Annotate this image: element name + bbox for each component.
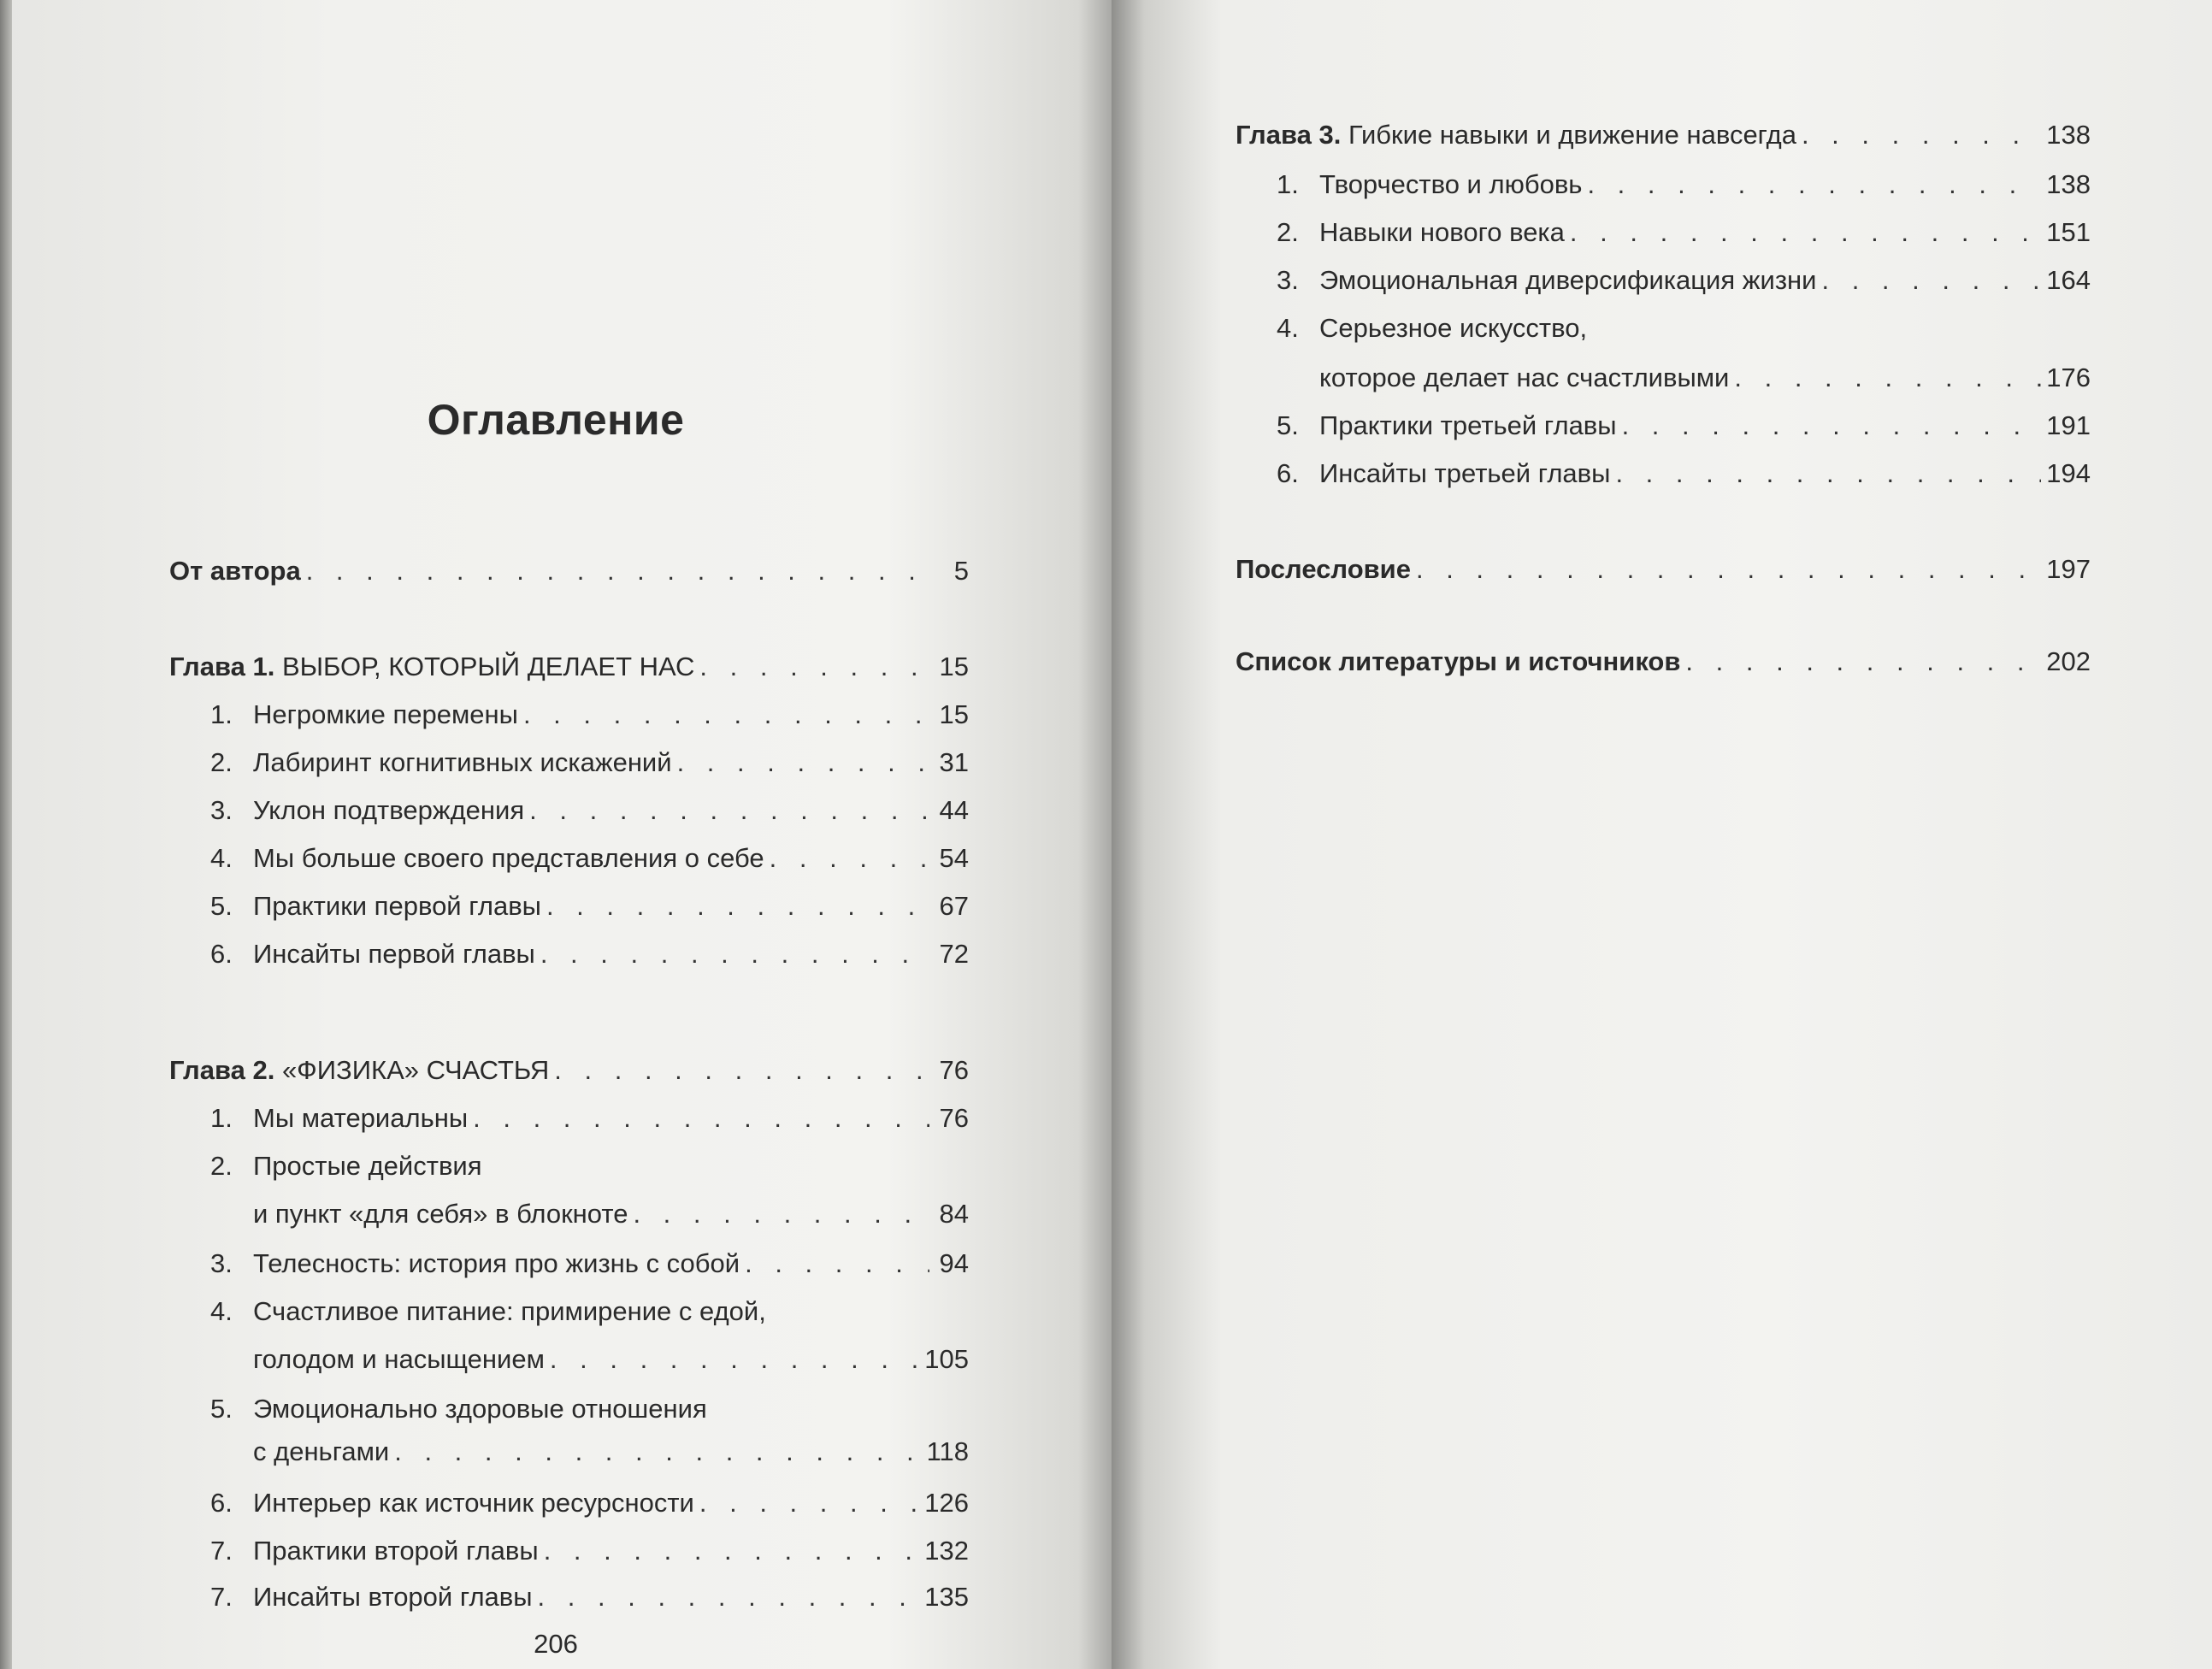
leader-dots (1570, 215, 2041, 250)
entry-label-cont: и пункт «для себя» в блокноте (253, 1199, 628, 1229)
leader-dots (699, 1486, 919, 1520)
entry-label: Интерьер как источник ресурсности (253, 1488, 694, 1518)
toc-entry-continuation (1319, 361, 2091, 395)
page-edge (0, 0, 12, 1669)
toc-entry: 1. Негромкие перемены . . . 15 (210, 698, 969, 732)
entry-label: Счастливое питание: примирение с едой, (253, 1296, 766, 1326)
leader-dots (1802, 118, 2041, 152)
toc-entry: 4. Мы больше своего представления о себе . . . 54 (210, 841, 969, 876)
toc-entry: 6. Инсайты первой главы . . . 72 (210, 937, 969, 971)
entry-label-cont: с деньгами (253, 1436, 390, 1466)
entry-label: Навыки нового века (1319, 217, 1565, 247)
entry-label: Мы материальны (253, 1103, 469, 1133)
entry-label: Послесловие (1236, 554, 1411, 584)
toc-entry: 5. Практики первой главы . . . 67 (210, 889, 969, 923)
right-page (1112, 0, 2212, 1669)
entry-page: 72 (939, 939, 969, 969)
entry-label: Негромкие перемены (253, 699, 518, 729)
chapter-title: ВЫБОР, КОТОРЫЙ ДЕЛАЕТ НАС (274, 652, 695, 681)
entry-page: 194 (2046, 458, 2091, 488)
entry-page: 126 (924, 1488, 969, 1518)
entry-label: Инсайты второй главы (253, 1582, 533, 1612)
toc-entry: 7. Практики второй главы . . . 132 (210, 1534, 969, 1568)
toc-entry: 3. Эмоциональная диверсификация жизни . . . 164 (1277, 263, 2091, 298)
entry-label: Уклон подтверждения (253, 795, 525, 825)
entry-page: 191 (2046, 410, 2091, 440)
entry-page: 54 (939, 843, 969, 873)
entry-label: Практики второй главы (253, 1536, 539, 1566)
entry-label-cont: которое делает нас счастливыми (1319, 363, 1730, 392)
toc-entry: 2. Простые действия (210, 1149, 969, 1183)
leader-dots (699, 650, 929, 684)
entry-label: Эмоциональная диверсификация жизни (1319, 265, 1817, 295)
entry-page: 197 (2046, 554, 2091, 584)
toc-entry: 5. Практики третьей главы . . . 191 (1277, 409, 2091, 443)
entry-label: Мы больше своего представления о себе (253, 843, 764, 873)
entry-label: Простые действия (253, 1151, 482, 1181)
entry-label: Творчество и любовь (1319, 169, 1583, 199)
page-number: 206 (534, 1629, 578, 1659)
entry-page: 67 (939, 891, 969, 921)
leader-dots (770, 841, 929, 876)
toc-entry: 4. Счастливое питание: примирение с едой, (210, 1295, 969, 1329)
leader-dots (633, 1197, 929, 1231)
toc-entry-afterword (1236, 552, 2091, 587)
leader-dots (473, 1101, 929, 1135)
toc-entry: 1. Творчество и любовь . . . 138 (1277, 168, 2091, 202)
toc-entry: 6. Инсайты третьей главы . . . 194 (1277, 457, 2091, 491)
toc-entry: 3. Телесность: история про жизнь с собой . . . 94 (210, 1247, 969, 1281)
entry-page: 176 (2046, 363, 2091, 392)
entry-page: 15 (939, 652, 969, 681)
entry-label: Эмоционально здоровые отношения (253, 1394, 707, 1424)
entry-page: 138 (2046, 169, 2091, 199)
chapter-label: Глава 3. (1236, 120, 1342, 150)
toc-entry: 2. Лабиринт когнитивных искажений . . . 31 (210, 746, 969, 780)
toc-entry-continuation (253, 1435, 969, 1469)
entry-page: 15 (939, 699, 969, 729)
entry-page: 31 (939, 747, 969, 777)
chapter-label: Глава 2. (169, 1055, 275, 1085)
leader-dots (1615, 457, 2041, 491)
entry-label: Серьезное искусство, (1319, 313, 1588, 343)
entry-label: Инсайты первой главы (253, 939, 535, 969)
toc-entry: 1. Мы материальны . . . 76 (210, 1101, 969, 1135)
entry-page: 138 (2046, 120, 2091, 150)
entry-page: 202 (2046, 646, 2091, 676)
leader-dots (538, 1580, 920, 1614)
leader-dots (550, 1342, 919, 1377)
toc-entry-chapter-3 (1236, 118, 2091, 152)
leader-dots (1587, 168, 2041, 202)
leader-dots (544, 1534, 920, 1568)
toc-entry-author (169, 554, 969, 588)
entry-page: 76 (939, 1103, 969, 1133)
chapter-title: «ФИЗИКА» СЧАСТЬЯ (274, 1055, 550, 1085)
toc-entry: 3. Уклон подтверждения . . . 44 (210, 793, 969, 828)
toc-entry: 5. Эмоционально здоровые отношения (210, 1392, 969, 1426)
toc-entry-references (1236, 645, 2091, 679)
entry-page: 164 (2046, 265, 2091, 295)
page-title: Оглавление (427, 396, 685, 444)
entry-label: Лабиринт когнитивных искажений (253, 747, 672, 777)
entry-page: 5 (953, 556, 969, 586)
entry-label: Практики первой главы (253, 891, 541, 921)
entry-label: Телесность: история про жизнь с собой (253, 1248, 740, 1278)
leader-dots (394, 1435, 921, 1469)
entry-page: 135 (924, 1582, 969, 1612)
leader-dots (745, 1247, 929, 1281)
entry-label: Список литературы и источников (1236, 646, 1681, 676)
leader-dots (1685, 645, 2041, 679)
leader-dots (306, 554, 929, 588)
entry-page: 76 (939, 1055, 969, 1085)
leader-dots (546, 889, 929, 923)
leader-dots (554, 1053, 929, 1088)
entry-page: 132 (924, 1536, 969, 1566)
entry-label: Практики третьей главы (1319, 410, 1617, 440)
leader-dots (523, 698, 929, 732)
leader-dots (677, 746, 929, 780)
toc-entry-chapter-2 (169, 1053, 969, 1088)
leader-dots (1622, 409, 2042, 443)
entry-page: 84 (939, 1199, 969, 1229)
toc-entry-chapter-1 (169, 650, 969, 684)
toc-entry: 6. Интерьер как источник ресурсности . . . 126 (210, 1486, 969, 1520)
chapter-title: Гибкие навыки и движение навсегда (1341, 120, 1796, 150)
entry-label: От автора (169, 556, 301, 586)
entry-page: 151 (2046, 217, 2091, 247)
leader-dots (540, 937, 929, 971)
toc-entry: 4. Серьезное искусство, (1277, 311, 2091, 345)
leader-dots (529, 793, 929, 828)
entry-page: 105 (924, 1344, 969, 1374)
entry-label-cont: голодом и насыщением (253, 1344, 545, 1374)
toc-entry: 7. Инсайты второй главы . . . 135 (210, 1580, 969, 1614)
entry-page: 118 (926, 1436, 969, 1466)
leader-dots (1821, 263, 2041, 298)
toc-entry: 2. Навыки нового века . . . 151 (1277, 215, 2091, 250)
leader-dots (1734, 361, 2041, 395)
entry-page: 94 (939, 1248, 969, 1278)
chapter-label: Глава 1. (169, 652, 275, 681)
entry-page: 44 (939, 795, 969, 825)
toc-entry-continuation (253, 1342, 969, 1377)
entry-label: Инсайты третьей главы (1319, 458, 1611, 488)
leader-dots (1416, 552, 2041, 587)
toc-entry-continuation (253, 1197, 969, 1231)
